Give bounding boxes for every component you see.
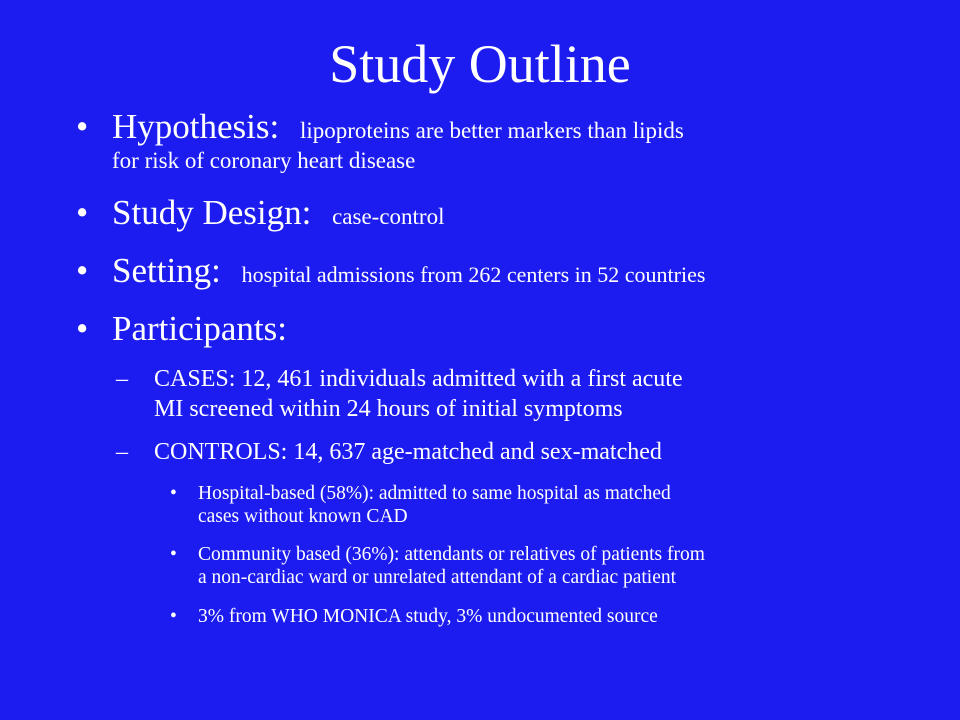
- bullet-icon: •: [170, 544, 177, 565]
- controls-line1: CONTROLS: 14, 637 age-matched and sex-matched: [154, 439, 662, 465]
- controls-subitem-monica: [170, 605, 910, 628]
- dash-icon: –: [116, 439, 128, 465]
- controls-subitem-community: [170, 543, 910, 589]
- bullet-icon: •: [170, 606, 177, 627]
- bullet-icon: •: [76, 309, 89, 348]
- bullet-hypothesis: [76, 108, 896, 176]
- setting-text: hospital admissions from 262 centers in 52 countries: [241, 262, 706, 287]
- bullet-participants: [76, 310, 896, 348]
- bullet-icon: •: [76, 193, 89, 232]
- study-design-text: case-control: [332, 204, 445, 229]
- subitem-line2: cases without known CAD: [198, 506, 408, 527]
- bullet-study-design: [76, 194, 896, 232]
- dash-icon: –: [116, 366, 128, 392]
- cases-line1: CASES: 12, 461 individuals admitted with a first acute: [154, 366, 683, 392]
- bullet-setting: [76, 252, 896, 290]
- slide-title: Study Outline: [329, 34, 631, 94]
- study-design-label: Study Design:: [112, 193, 312, 232]
- bullet-icon: •: [76, 251, 89, 290]
- setting-label: Setting:: [112, 251, 221, 290]
- subitem-line1: 3% from WHO MONICA study, 3% undocumented source: [198, 606, 658, 627]
- participants-label: Participants:: [112, 309, 287, 348]
- controls-subitem-hospital: [170, 482, 910, 528]
- subitem-line1: Community based (36%): attendants or relatives of patients from: [198, 544, 705, 565]
- subitem-line1: Hospital-based (58%): admitted to same hospital as matched: [198, 483, 671, 504]
- controls-item: [116, 437, 896, 467]
- cases-line2: MI screened within 24 hours of initial symptoms: [154, 396, 623, 422]
- hypothesis-text: lipoproteins are better markers than lipids: [299, 118, 684, 143]
- subitem-line2: a non-cardiac ward or unrelated attendant of a cardiac patient: [198, 567, 677, 588]
- hypothesis-text-cont: for risk of coronary heart disease: [112, 148, 416, 173]
- hypothesis-label: Hypothesis:: [112, 107, 280, 146]
- bullet-icon: •: [170, 483, 177, 504]
- cases-item: [116, 364, 896, 424]
- bullet-icon: •: [76, 107, 89, 146]
